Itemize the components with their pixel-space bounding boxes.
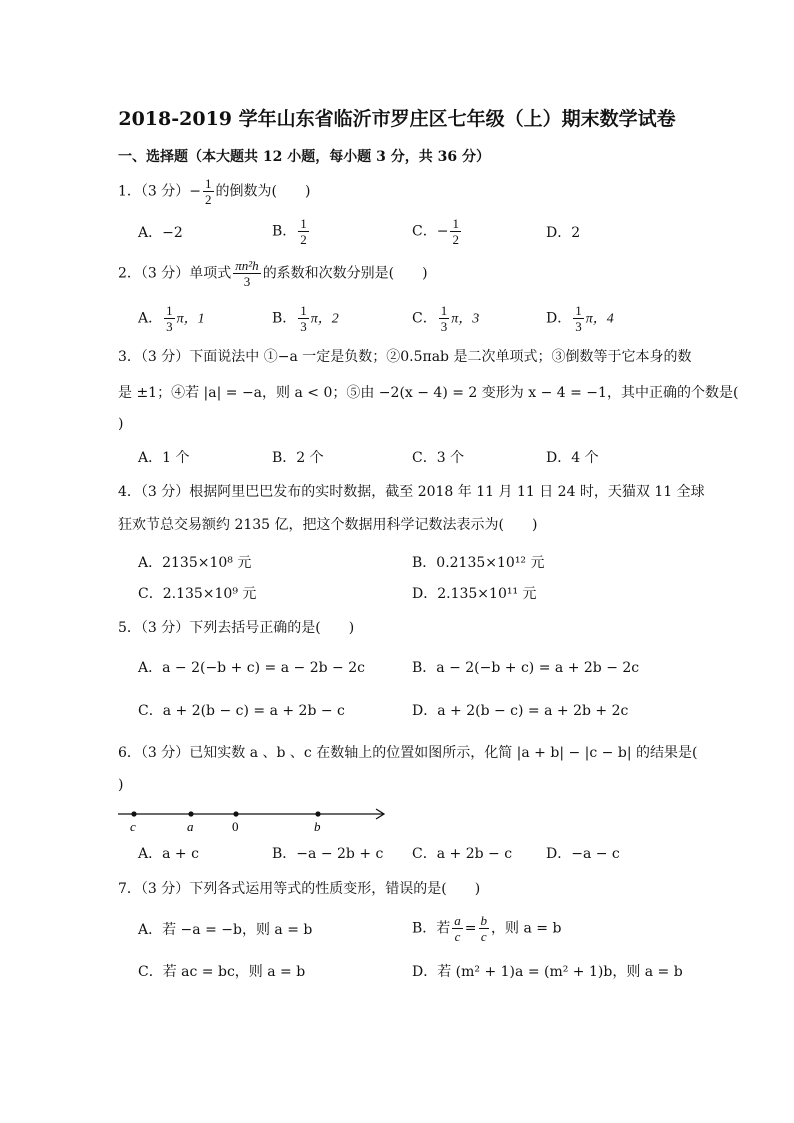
question-3-line-1: 3．（3 分）下面说法中 ①−a 一定是负数；②0.5πab 是二次单项式；③倒数等于它本身的数 xyxy=(118,349,692,365)
q4-option-c: C．2.135×10⁹ 元 xyxy=(138,586,257,602)
q7-b-label: B．若 xyxy=(412,920,451,937)
q1-b-fraction xyxy=(298,216,309,247)
q3-option-a: A．1 个 xyxy=(138,450,190,466)
q3-option-c: C．3 个 xyxy=(412,450,465,466)
q6-option-c: C．a + 2b − c xyxy=(412,846,513,862)
q6-option-d: D．−a − c xyxy=(546,846,620,862)
q4-option-b: B．0.2135×10¹² 元 xyxy=(412,555,545,571)
q2-a-den: 3 xyxy=(166,319,173,334)
q2-c-den: 3 xyxy=(440,319,448,334)
question-6-line-2: ) xyxy=(118,777,124,793)
q1-prefix: 1．（3 分） xyxy=(118,183,190,200)
q7-option-a: A．若 −a = −b，则 a = b xyxy=(138,922,313,938)
q7-b-fraction-1 xyxy=(452,913,463,944)
q1-frac-num: 1 xyxy=(205,176,212,191)
q1-frac-den: 2 xyxy=(205,192,212,207)
q2-b-tail: π，2 xyxy=(310,311,339,327)
q5-option-d: D．a + 2(b − c) = a + 2b + 2c xyxy=(412,703,629,719)
q1-c-fraction xyxy=(450,216,461,247)
q2-option-d xyxy=(546,303,614,334)
question-7: 7．（3 分）下列各式运用等式的性质变形，错误的是( ) xyxy=(118,881,481,897)
q2-suffix: 的系数和次数分别是( ) xyxy=(262,265,428,282)
q6-option-b: B．−a − 2b + c xyxy=(272,846,384,862)
q7-option-b xyxy=(412,913,561,944)
q2-b-fraction xyxy=(298,303,309,334)
q2-c-fraction xyxy=(439,303,450,334)
q2-frac-num: πn²h xyxy=(235,258,259,273)
q1-option-b xyxy=(272,216,311,247)
label-c: c xyxy=(130,819,136,834)
page-title: 2018-2019 学年山东省临沂市罗庄区七年级（上）期末数学试卷 xyxy=(118,108,676,130)
question-3-line-3: ) xyxy=(118,416,124,432)
q7-option-c: C．若 ac = bc，则 a = b xyxy=(138,964,306,980)
q2-b-label: B． xyxy=(272,310,297,327)
number-line-figure xyxy=(118,802,390,836)
q7-b-fraction-2 xyxy=(479,913,490,944)
q2-d-label: D． xyxy=(546,310,572,327)
q1-option-d: D．2 xyxy=(546,225,581,241)
question-4-line-1: 4．（3 分）根据阿里巴巴发布的实时数据，截至 2018 年 11 月 11 日 24 时，天猫双 11 全球 xyxy=(118,484,705,500)
q2-a-label: A． xyxy=(138,310,163,327)
q7-b-den1: c xyxy=(454,929,461,944)
q2-a-num: 1 xyxy=(166,303,173,318)
q7-b-tail: ，则 a = b xyxy=(491,920,562,937)
q2-d-tail: π，4 xyxy=(585,311,614,327)
question-1 xyxy=(118,176,310,207)
q7-b-eq: = xyxy=(464,920,477,937)
q1-c-num: 1 xyxy=(452,216,459,231)
question-6-line-1: 6．（3 分）已知实数 a 、b 、c 在数轴上的位置如图所示，化简 |a + b| − |c − b| 的结果是( xyxy=(118,745,698,761)
q2-prefix: 2．（3 分）单项式 xyxy=(118,265,232,282)
q2-option-c xyxy=(412,303,479,334)
q2-b-den: 3 xyxy=(300,319,307,334)
q2-option-a xyxy=(138,303,205,334)
question-3-line-2: 是 ±1；④若 |a| = −a，则 a < 0；⑤由 −2(x − 4) = 2 变形为 x − 4 = −1，其中正确的个数是( xyxy=(118,385,739,401)
label-zero: 0 xyxy=(232,819,239,834)
q1-c-den: 2 xyxy=(452,232,459,247)
q5-option-c: C．a + 2(b − c) = a + 2b − c xyxy=(138,703,345,719)
q2-a-tail: π，1 xyxy=(176,311,205,327)
q1-b-den: 2 xyxy=(300,232,307,247)
q4-option-d: D．2.135×10¹¹ 元 xyxy=(412,586,537,602)
q2-d-fraction xyxy=(573,303,584,334)
q5-option-a: A．a − 2(−b + c) = a − 2b − 2c xyxy=(138,660,365,676)
point-zero xyxy=(233,811,238,816)
q2-c-num: 1 xyxy=(440,303,448,318)
q2-d-den: 3 xyxy=(575,319,582,334)
q2-a-fraction xyxy=(164,303,175,334)
q7-b-den2: c xyxy=(480,929,487,944)
q1-minus: − xyxy=(189,183,201,200)
section-heading: 一、选择题（本大题共 12 小题，每小题 3 分，共 36 分） xyxy=(118,149,490,165)
q2-d-num: 1 xyxy=(575,303,582,318)
q2-frac-den: 3 xyxy=(243,274,251,289)
point-c xyxy=(131,811,136,816)
q1-option-a: A．−2 xyxy=(138,225,183,241)
q1-b-label: B． xyxy=(272,223,297,240)
q2-option-b xyxy=(272,303,339,334)
question-2 xyxy=(118,258,428,289)
q7-b-num1: a xyxy=(454,913,461,928)
q1-fraction xyxy=(203,176,214,207)
q3-option-b: B．2 个 xyxy=(272,450,324,466)
q7-b-num2: b xyxy=(480,913,488,928)
label-b: b xyxy=(314,819,321,834)
q2-fraction xyxy=(233,258,260,289)
q4-option-a: A．2135×10⁸ 元 xyxy=(138,555,252,571)
question-5: 5．（3 分）下列去括号正确的是( ) xyxy=(118,620,355,636)
label-a: a xyxy=(187,819,194,834)
q7-option-d: D．若 (m² + 1)a = (m² + 1)b，则 a = b xyxy=(412,964,683,980)
q1-c-label: C．− xyxy=(412,223,449,240)
point-a xyxy=(188,811,193,816)
q2-b-num: 1 xyxy=(300,303,307,318)
q5-option-b: B．a − 2(−b + c) = a + 2b − 2c xyxy=(412,660,640,676)
q2-c-tail: π，3 xyxy=(451,311,480,327)
q2-c-label: C． xyxy=(412,310,437,327)
q3-option-d: D．4 个 xyxy=(546,450,599,466)
q1-option-c xyxy=(412,216,463,247)
question-4-line-2: 狂欢节总交易额约 2135 亿，把这个数据用科学记数法表示为( ) xyxy=(118,517,538,533)
q1-b-num: 1 xyxy=(300,216,307,231)
point-b xyxy=(315,811,320,816)
q1-suffix: 的倒数为( ) xyxy=(215,183,311,200)
q6-option-a: A．a + c xyxy=(138,846,199,862)
